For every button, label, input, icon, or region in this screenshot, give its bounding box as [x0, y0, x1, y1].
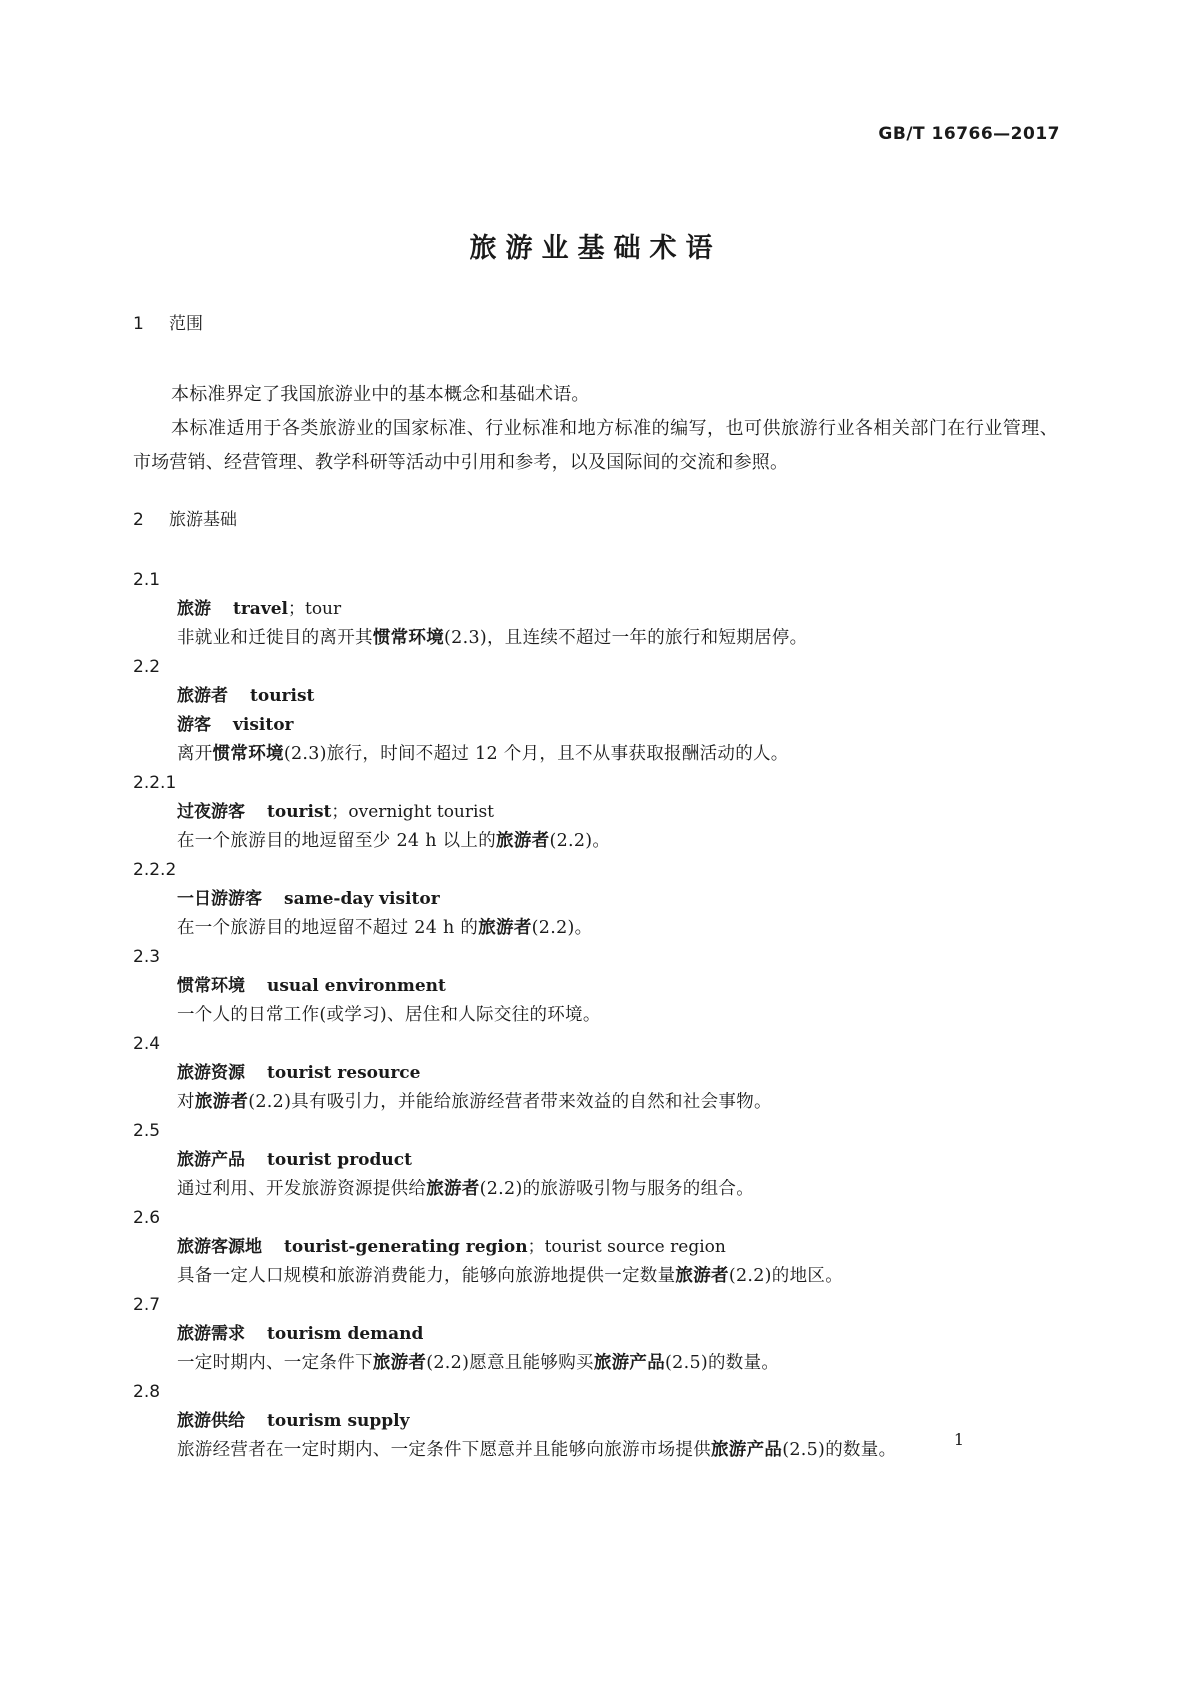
term-number: 2.7	[133, 1295, 161, 1315]
definition-text: 非就业和迁徙目的离开其	[177, 628, 373, 648]
term-english: tourist product	[267, 1150, 412, 1170]
term-chinese: 旅游资源	[177, 1063, 245, 1083]
definition-text: 通过利用、开发旅游资源提供给	[177, 1179, 427, 1199]
term-english: tourist resource	[267, 1063, 421, 1083]
term-english-alternative: ；tour	[287, 599, 342, 619]
definition-text: 旅游经营者在一定时期内、一定条件下愿意并且能够向旅游市场提供	[177, 1440, 711, 1460]
term-line	[133, 798, 1058, 827]
term-line	[133, 1407, 1058, 1436]
definition-text: (2.5)的数量。	[782, 1440, 897, 1460]
definition-text: 在一个旅游目的地逗留至少 24 h 以上的	[177, 831, 497, 851]
term-english-alternative: ；overnight tourist	[331, 802, 495, 822]
term-chinese: 旅游	[177, 599, 211, 619]
term-english: tourism supply	[267, 1411, 410, 1431]
section-title: 范围	[169, 314, 203, 334]
definition-text: (2.2)的地区。	[728, 1266, 843, 1286]
standard-code: GB/T 16766—2017	[878, 124, 1060, 144]
term-line	[133, 885, 1058, 914]
term-english: tourist-generating region	[284, 1237, 528, 1257]
section-number: 2	[133, 510, 144, 530]
definition-cross-reference: 旅游者	[372, 1353, 427, 1373]
term-chinese: 游客	[177, 715, 211, 735]
definition-text: (2.2)。	[549, 831, 611, 851]
term-line	[133, 1233, 1058, 1262]
term-number: 2.6	[133, 1208, 161, 1228]
document-title: 旅游业基础术语	[469, 233, 722, 264]
section-heading-tourism-basics	[133, 508, 1058, 532]
term-definition	[133, 740, 1058, 769]
scope-paragraph: 本标准界定了我国旅游业中的基本概念和基础术语。	[171, 384, 590, 405]
page-number: 1	[953, 1430, 964, 1449]
term-english: same-day visitor	[284, 889, 440, 909]
term-chinese: 旅游产品	[177, 1150, 245, 1170]
section-number: 1	[133, 314, 144, 334]
term-chinese: 一日游游客	[177, 889, 262, 909]
definition-cross-reference: 旅游者	[194, 1092, 249, 1112]
definition-cross-reference: 旅游者	[496, 831, 550, 851]
term-chinese: 旅游客源地	[177, 1237, 262, 1257]
term-number: 2.5	[133, 1121, 161, 1141]
definition-text: 一个人的日常工作(或学习)、居住和人际交往的环境。	[177, 1005, 601, 1025]
term-definition	[133, 914, 1058, 943]
term-definition	[133, 827, 1058, 856]
term-line	[133, 711, 1058, 740]
definition-text: (2.2)具有吸引力，并能给旅游经营者带来效益的自然和社会事物。	[248, 1092, 772, 1112]
term-chinese: 旅游供给	[177, 1411, 245, 1431]
definition-text: 离开	[177, 744, 213, 764]
term-entries	[133, 566, 1058, 1465]
definition-text: (2.3)旅行，时间不超过 12 个月，且不从事获取报酬活动的人。	[283, 744, 789, 764]
definition-cross-reference: 惯常环境	[212, 744, 284, 764]
term-definition	[133, 1349, 1058, 1378]
term-english: visitor	[233, 715, 294, 735]
term-english-alternative: ；tourist source region	[527, 1237, 726, 1257]
term-english: tourist	[267, 802, 332, 822]
term-english: tourist	[250, 686, 315, 706]
term-definition	[133, 624, 1058, 653]
section-title: 旅游基础	[169, 510, 237, 530]
definition-text: 在一个旅游目的地逗留不超过 24 h 的	[177, 918, 479, 938]
term-number: 2.4	[133, 1034, 161, 1054]
scope-paragraph: 本标准适用于各类旅游业的国家标准、行业标准和地方标准的编写，也可供旅游行业各相关部门在行业管理、市场营销、经营管理、教学科研等活动中引用和参考，以及国际间的交流和参照。	[133, 418, 1058, 473]
definition-text: (2.3)，且连续不超过一年的旅行和短期居停。	[444, 628, 808, 648]
definition-text: 具备一定人口规模和旅游消费能力，能够向旅游地提供一定数量	[177, 1266, 676, 1286]
document-body	[133, 312, 1058, 1465]
term-definition	[133, 1088, 1058, 1117]
definition-cross-reference: 旅游者	[478, 918, 532, 938]
term-number: 2.2	[133, 657, 161, 677]
term-definition	[133, 1001, 1058, 1030]
definition-cross-reference: 旅游产品	[593, 1353, 666, 1373]
term-line	[133, 1320, 1058, 1349]
section-heading-scope	[133, 312, 1058, 336]
definition-text: (2.2)的旅游吸引物与服务的组合。	[479, 1179, 754, 1199]
definition-cross-reference: 旅游产品	[711, 1440, 783, 1460]
term-definition	[133, 1175, 1058, 1204]
term-number: 2.3	[133, 947, 161, 967]
term-line	[133, 682, 1058, 711]
term-definition	[133, 1436, 1058, 1465]
term-number: 2.1	[133, 570, 161, 590]
term-line	[133, 1146, 1058, 1175]
definition-text: (2.5)的数量。	[665, 1353, 780, 1373]
term-number: 2.8	[133, 1382, 161, 1402]
definition-cross-reference: 惯常环境	[372, 628, 445, 648]
term-line	[133, 972, 1058, 1001]
definition-text: (2.2)。	[531, 918, 593, 938]
term-line	[133, 595, 1058, 624]
term-number: 2.2.2	[133, 860, 177, 880]
term-english: usual environment	[267, 976, 446, 996]
term-chinese: 旅游需求	[177, 1324, 245, 1344]
definition-cross-reference: 旅游者	[426, 1179, 480, 1199]
term-chinese: 过夜游客	[177, 802, 245, 822]
term-english: tourism demand	[267, 1324, 424, 1344]
definition-text: 对	[177, 1092, 195, 1112]
term-english: travel	[233, 599, 288, 619]
definition-text: (2.2)愿意且能够购买	[426, 1353, 594, 1373]
term-definition	[133, 1262, 1058, 1291]
definition-cross-reference: 旅游者	[675, 1266, 729, 1286]
definition-text: 一定时期内、一定条件下	[177, 1353, 373, 1373]
scope-text	[133, 378, 1058, 480]
term-line	[133, 1059, 1058, 1088]
term-number: 2.2.1	[133, 773, 177, 793]
term-chinese: 旅游者	[177, 686, 228, 706]
term-chinese: 惯常环境	[177, 976, 245, 996]
